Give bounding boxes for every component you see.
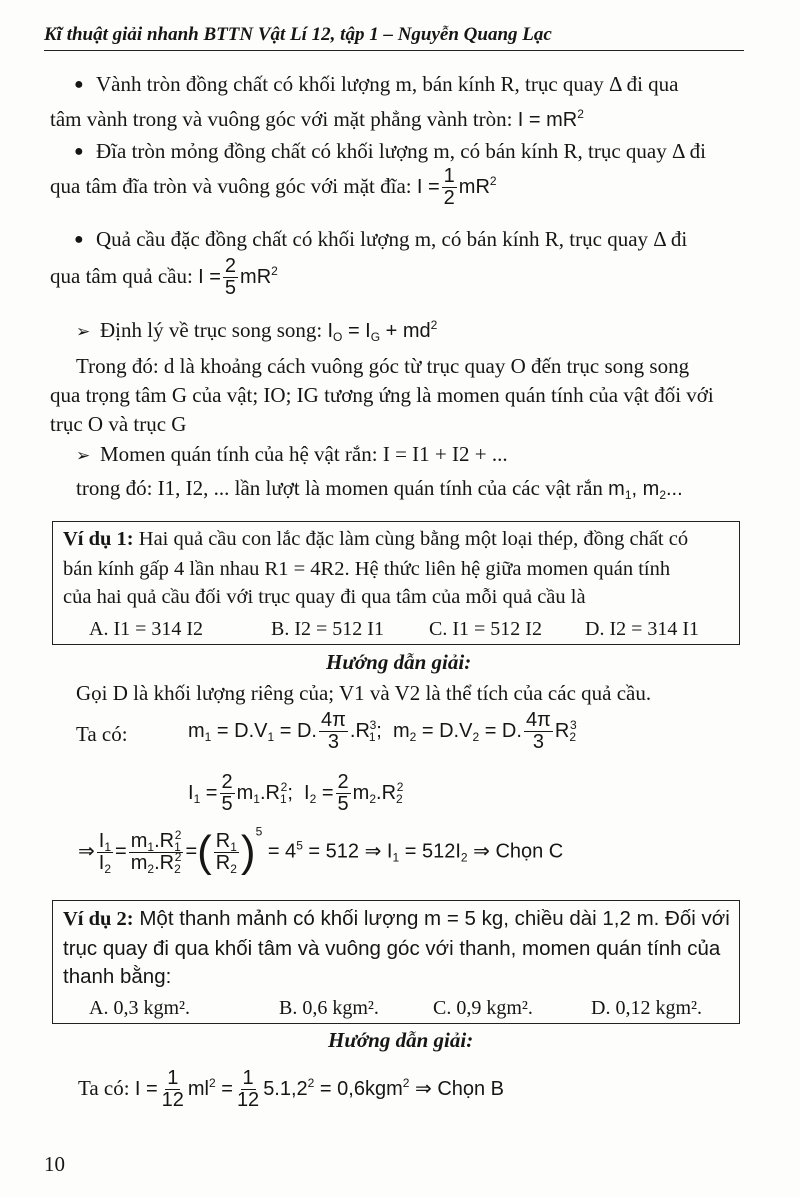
example2-option-a: A. 0,3 kgm². xyxy=(89,997,190,1019)
example2-line1: Ví dụ 2: Một thanh mảnh có khối lượng m = 5 kg, chiều dài 1,2 m. Đối với xyxy=(63,907,730,930)
bullet-sphere-line1: ● Quả cầu đặc đồng chất có khối lượng m, có bán kính R, trục quay Δ đi xyxy=(74,227,688,251)
running-header: Kĩ thuật giải nhanh BTTN Vật Lí 12, tập 1 – Nguyễn Quang Lạc xyxy=(44,24,744,51)
bullet-dot-icon: ● xyxy=(74,143,84,160)
system-moment-line: ➢ Momen quán tính của hệ vật rắn: I = I1 + I2 + ... xyxy=(76,442,508,466)
example1-line2: bán kính gấp 4 lần nhau R1 = 4R2. Hệ thức liên hệ giữa momen quán tính xyxy=(63,558,671,580)
parallel-axis-theorem: ➢ Định lý về trục song song: $I_O = I_G + md^2$ xyxy=(76,318,438,344)
theorem-where-line1: Trong đó: d là khoảng cách vuông góc từ trục quay O đến trục song song xyxy=(76,354,690,378)
example1-solution-line1: Gọi D là khối lượng riêng của; V1 và V2 là thể tích của các quả cầu. xyxy=(76,681,652,705)
example1-option-d: D. I2 = 314 I1 xyxy=(585,618,700,640)
bullet-dot-icon: ● xyxy=(74,231,84,248)
example2-line2: trục quay đi qua khối tâm và vuông góc với thanh, momen quán tính của xyxy=(63,937,721,960)
example2-option-b: B. 0,6 kgm². xyxy=(279,997,379,1019)
example1-option-a: A. I1 = 314 I2 xyxy=(89,618,204,640)
example1-option-b: B. I2 = 512 I1 xyxy=(271,618,384,640)
example2-option-c: C. 0,9 kgm². xyxy=(433,997,533,1019)
example2-solution: Ta có: I = $\frac{1}{12}$ $ml^2$ = $\frac{1}{12}$ $5.1,2^2 = 0,6kgm^2$ ⇒ Chọn B xyxy=(78,1067,505,1111)
bullet-sphere-line2: qua tâm quả cầu: I = $\frac{2}{5}$ $mR^2$ xyxy=(50,255,278,299)
bullet-disk-line2: qua tâm đĩa tròn và vuông góc với mặt đĩa: I = $\frac{1}{2}$ $mR^2$ xyxy=(50,165,497,209)
example2-option-d: D. 0,12 kgm². xyxy=(591,997,702,1019)
system-where-line: trong đó: I1, I2, ... lần lượt là momen quán tính của các vật rắn $m_1$, $m_2$... xyxy=(76,476,683,502)
example1-inertia-formula: $I_1$ = $\frac{2}{5}$ $m_1.R_1^2$; $I_2$ = $\frac{2}{5}$ $m_2.R_2^2$ xyxy=(188,771,404,815)
example1-answer: ⇒ Chọn C xyxy=(473,840,564,863)
bullet-disk-line1: ● Đĩa tròn mỏng đồng chất có khối lượng m, có bán kính R, trục quay Δ đi xyxy=(74,139,706,163)
example1-guide-heading: Hướng dẫn giải: xyxy=(326,650,472,674)
example2-guide-heading: Hướng dẫn giải: xyxy=(328,1028,474,1052)
example2-box xyxy=(52,900,740,1024)
example1-line1: Ví dụ 1: Hai quả cầu con lắc đặc làm cùng bằng một loại thép, đồng chất có xyxy=(63,528,689,550)
arrow-bullet-icon: ➢ xyxy=(76,322,91,341)
example1-ratio-formula: ⇒ $\frac{I_1}{I_2}$ = $\frac{m_1.R_1^2}{m_2.R_2^2}$ =( $\frac{R_1}{R_2}$ )$^5 = 4^5 = 512$ ⇒ $I_1 = 512I_2$ ⇒ Chọn C xyxy=(78,824,564,876)
bullet-dot-icon: ● xyxy=(74,76,84,93)
theorem-where-line2: qua trọng tâm G của vật; IO; IG tương ứng là momen quán tính của vật đối với xyxy=(50,383,714,407)
example1-option-c: C. I1 = 512 I2 xyxy=(429,618,542,640)
theorem-where-line3: trục O và trục G xyxy=(50,412,187,436)
bullet-ring-line1: ● Vành tròn đồng chất có khối lượng m, bán kính R, trục quay Δ đi qua xyxy=(74,72,679,96)
arrow-bullet-icon: ➢ xyxy=(76,446,91,465)
example2-line3: thanh bằng: xyxy=(63,965,172,988)
example1-mass-formula: $m_1 = D.V_1 = D$. $\frac{4\pi}{3}$ $.R_1^3$; $m_2 = D.V_2 = D$. $\frac{4\pi}{3}$ $R_2^3$ xyxy=(188,709,577,753)
example1-box xyxy=(52,521,740,645)
bullet-ring-line2: tâm vành trong và vuông góc với mặt phẳng vành tròn: $I = mR^2$ xyxy=(50,107,584,131)
example1-ta-co: Ta có: xyxy=(76,722,128,746)
page-number: 10 xyxy=(44,1152,65,1176)
example1-line3: của hai quả cầu đối với trục quay đi qua tâm của mỗi quả cầu là xyxy=(63,586,586,608)
example2-answer: ⇒ Chọn B xyxy=(415,1077,505,1100)
